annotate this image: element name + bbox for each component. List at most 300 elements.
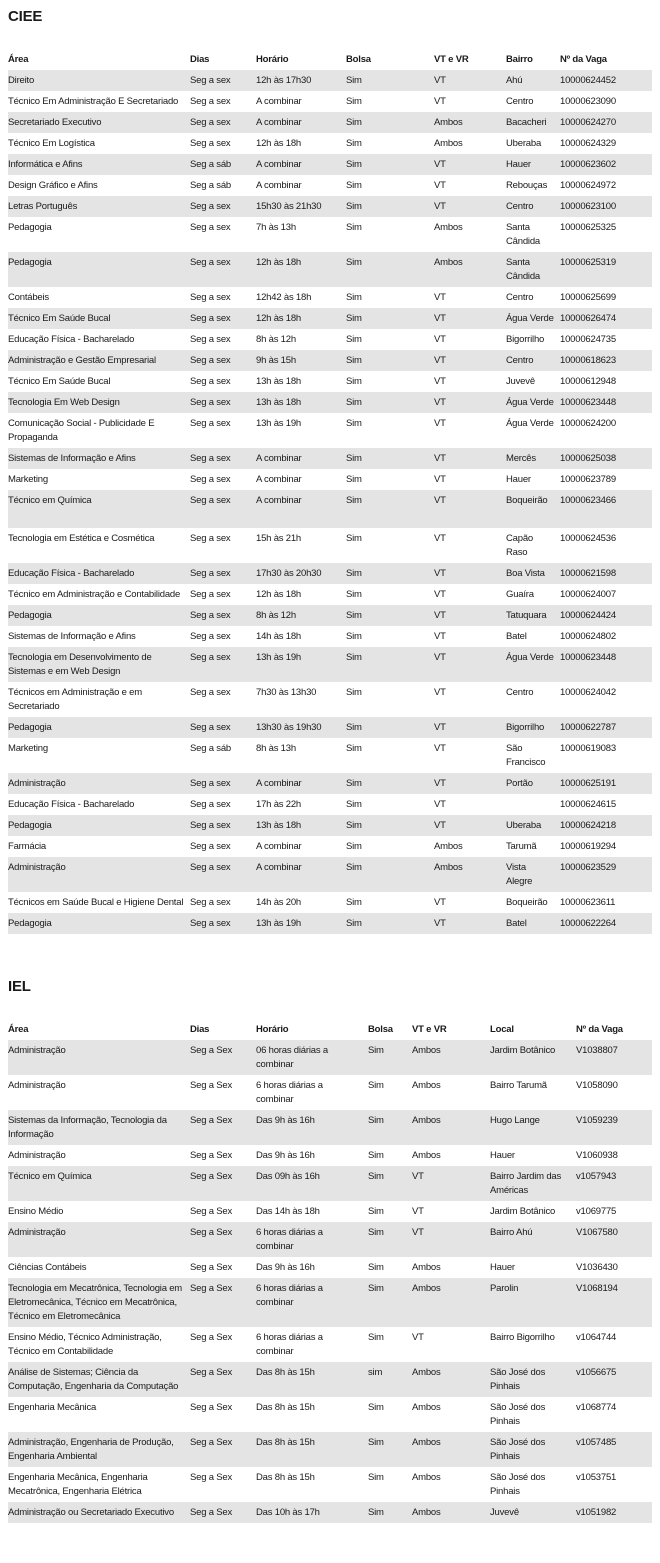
- table-cell: 14h às 20h: [256, 897, 302, 908]
- table-row: [8, 371, 652, 392]
- table-cell: Centro: [506, 292, 534, 303]
- table-cell: Seg a Sex: [190, 1206, 233, 1217]
- table-row: [8, 773, 652, 794]
- table-row: [8, 133, 652, 154]
- table-cell: 13h às 19h: [256, 652, 302, 663]
- table-cell: Bairro Tarumã: [490, 1080, 547, 1091]
- table-cell: São Francisco: [506, 743, 546, 768]
- table-cell: Sim: [346, 589, 362, 600]
- table-cell: Sim: [346, 610, 362, 621]
- table-cell: 12h às 18h: [256, 313, 302, 324]
- table-cell: Centro: [506, 355, 534, 366]
- table-cell: 13h às 19h: [256, 918, 302, 929]
- table-cell: Técnico em Química: [8, 1171, 92, 1182]
- table-cell: 10000623466: [560, 495, 616, 506]
- table-cell: VT: [434, 652, 446, 663]
- table-cell: 12h42 às 18h: [256, 292, 312, 303]
- table-cell: 10000619083: [560, 743, 616, 754]
- table-cell: 10000623090: [560, 96, 616, 107]
- table-cell: VT: [434, 453, 446, 464]
- table-cell: VT: [434, 687, 446, 698]
- iel-section: [8, 978, 652, 1523]
- table-cell: 10000618623: [560, 355, 616, 366]
- table-cell: Pedagogia: [8, 918, 52, 929]
- table-cell: Boqueirão: [506, 897, 548, 908]
- table-cell: VT: [434, 397, 446, 408]
- iel-section-title: IEL: [8, 978, 31, 995]
- table-cell: Hauer: [506, 474, 531, 485]
- table-cell: VT: [434, 778, 446, 789]
- table-cell: Água Verde: [506, 418, 554, 429]
- table-cell: Seg a sex: [190, 292, 231, 303]
- table-cell: Seg a Sex: [190, 1507, 233, 1518]
- table-row: [8, 91, 652, 112]
- table-row: [8, 252, 652, 287]
- table-cell: Bigorrilho: [506, 334, 545, 345]
- table-cell: Sim: [346, 841, 362, 852]
- table-cell: Administração, Engenharia de Produção, Engenharia Ambiental: [8, 1437, 174, 1462]
- table-cell: A combinar: [256, 862, 302, 873]
- table-cell: 10000625038: [560, 453, 616, 464]
- table-cell: Sim: [346, 799, 362, 810]
- table-row: [8, 1502, 652, 1523]
- column-header: VT e VR: [412, 1024, 447, 1035]
- table-cell: Sim: [368, 1206, 384, 1217]
- table-cell: Sim: [346, 292, 362, 303]
- table-cell: 12h às 18h: [256, 257, 302, 268]
- table-row: [8, 308, 652, 329]
- table-cell: Comunicação Social - Publicidade E Propaganda: [8, 418, 155, 443]
- table-cell: 06 horas diárias a combinar: [256, 1045, 328, 1070]
- table-cell: Ambos: [434, 257, 463, 268]
- table-cell: VT: [434, 75, 446, 86]
- table-row: [8, 1362, 652, 1397]
- table-cell: VT: [434, 743, 446, 754]
- table-cell: Seg a sex: [190, 75, 231, 86]
- table-cell: São José dos Pinhais: [490, 1402, 546, 1427]
- table-cell: Sim: [346, 180, 362, 191]
- table-cell: Administração ou Secretariado Executivo: [8, 1507, 174, 1518]
- table-cell: Engenharia Mecânica, Engenharia Mecatrônica, Engenharia Elétrica: [8, 1472, 148, 1497]
- table-cell: Seg a sex: [190, 138, 231, 149]
- table-cell: v1053751: [576, 1472, 617, 1483]
- table-cell: Sistemas de Informação e Afins: [8, 631, 136, 642]
- table-cell: Sim: [346, 743, 362, 754]
- table-cell: Administração e Gestão Empresarial: [8, 355, 156, 366]
- table-cell: Sim: [346, 778, 362, 789]
- table-cell: Uberaba: [506, 820, 542, 831]
- table-cell: Água Verde: [506, 652, 554, 663]
- table-cell: Seg a sex: [190, 376, 231, 387]
- table-cell: Seg a Sex: [190, 1472, 233, 1483]
- table-cell: Água Verde: [506, 313, 554, 324]
- table-cell: Sim: [368, 1115, 384, 1126]
- table-cell: 10000623529: [560, 862, 616, 873]
- table-cell: Sim: [368, 1437, 384, 1448]
- table-row: [8, 1327, 652, 1362]
- table-cell: Sim: [346, 897, 362, 908]
- table-cell: Seg a sex: [190, 257, 231, 268]
- table-cell: Ambos: [434, 862, 463, 873]
- table-cell: Mercês: [506, 453, 536, 464]
- table-cell: Secretariado Executivo: [8, 117, 102, 128]
- table-cell: Jardim Botânico: [490, 1045, 556, 1056]
- table-cell: VT: [412, 1332, 424, 1343]
- table-cell: Sim: [346, 722, 362, 733]
- table-cell: VT: [434, 610, 446, 621]
- table-row: [8, 329, 652, 350]
- table-cell: Sim: [368, 1472, 384, 1483]
- table-cell: [506, 794, 560, 815]
- table-cell: 7h30 às 13h30: [256, 687, 317, 698]
- table-cell: Engenharia Mecânica: [8, 1402, 97, 1413]
- table-cell: Seg a Sex: [190, 1332, 233, 1343]
- table-cell: Seg a Sex: [190, 1115, 233, 1126]
- table-cell: 13h às 19h: [256, 418, 302, 429]
- table-row: [8, 626, 652, 647]
- table-cell: 12h às 18h: [256, 589, 302, 600]
- table-cell: v1056675: [576, 1367, 617, 1378]
- table-cell: Sim: [346, 631, 362, 642]
- table-cell: 10000625699: [560, 292, 616, 303]
- table-row: [8, 682, 652, 717]
- table-cell: 15h30 às 21h30: [256, 201, 322, 212]
- table-cell: Seg a sex: [190, 799, 231, 810]
- table-cell: 10000623448: [560, 652, 616, 663]
- table-row: [8, 717, 652, 738]
- table-cell: Uberaba: [506, 138, 542, 149]
- table-cell: 10000612948: [560, 376, 616, 387]
- table-cell: Sim: [368, 1045, 384, 1056]
- table-cell: Sim: [346, 334, 362, 345]
- table-row: [8, 1397, 652, 1432]
- table-cell: Seg a Sex: [190, 1262, 233, 1273]
- table-cell: 6 horas diárias a combinar: [256, 1283, 323, 1308]
- table-cell: Sim: [346, 652, 362, 663]
- table-cell: V1068194: [576, 1283, 618, 1294]
- table-cell: 10000625191: [560, 778, 616, 789]
- table-cell: VT: [434, 313, 446, 324]
- table-cell: 9h às 15h: [256, 355, 296, 366]
- table-cell: Sistemas da Informação, Tecnologia da Informação: [8, 1115, 167, 1140]
- column-header: Bolsa: [368, 1024, 393, 1035]
- iel-vacancies-table: [8, 1021, 652, 1523]
- table-cell: Seg a sáb: [190, 159, 231, 170]
- table-cell: Sim: [368, 1080, 384, 1091]
- table-row: [8, 490, 652, 528]
- table-cell: Sim: [346, 201, 362, 212]
- table-cell: Santa Cândida: [506, 257, 540, 282]
- table-cell: Técnicos em Saúde Bucal e Higiene Dental: [8, 897, 184, 908]
- table-cell: 12h às 18h: [256, 138, 302, 149]
- table-cell: Seg a sex: [190, 631, 231, 642]
- table-cell: Seg a Sex: [190, 1045, 233, 1056]
- ciee-vacancies-table: [8, 51, 652, 934]
- table-cell: Seg a Sex: [190, 1402, 233, 1413]
- table-cell: 10000625325: [560, 222, 616, 233]
- table-cell: V1058090: [576, 1080, 618, 1091]
- table-cell: Técnico em Química: [8, 495, 92, 506]
- table-cell: Portão: [506, 778, 533, 789]
- table-row: [8, 448, 652, 469]
- iel-table-header: [8, 1021, 652, 1040]
- column-header: Nº da Vaga: [576, 1024, 623, 1035]
- table-cell: v1057485: [576, 1437, 617, 1448]
- table-cell: Sim: [346, 397, 362, 408]
- table-cell: Tecnologia Em Web Design: [8, 397, 120, 408]
- table-row: [8, 1040, 652, 1075]
- table-cell: VT: [434, 631, 446, 642]
- table-cell: v1068774: [576, 1402, 617, 1413]
- table-cell: A combinar: [256, 495, 302, 506]
- table-cell: 6 horas diárias a combinar: [256, 1332, 323, 1357]
- table-cell: 10000623789: [560, 474, 616, 485]
- table-cell: 10000623100: [560, 201, 616, 212]
- table-cell: Seg a sex: [190, 533, 231, 544]
- table-cell: Marketing: [8, 743, 48, 754]
- table-cell: VT: [434, 418, 446, 429]
- table-cell: 10000624972: [560, 180, 616, 191]
- table-cell: A combinar: [256, 159, 302, 170]
- table-cell: Seg a sex: [190, 474, 231, 485]
- ciee-section-title: CIEE: [8, 8, 43, 25]
- table-cell: Sim: [368, 1507, 384, 1518]
- table-cell: Hauer: [490, 1150, 515, 1161]
- table-cell: 8h às 13h: [256, 743, 296, 754]
- table-row: [8, 350, 652, 371]
- table-cell: Ambos: [412, 1080, 441, 1091]
- table-cell: Tatuquara: [506, 610, 547, 621]
- table-cell: Administração: [8, 1080, 66, 1091]
- table-cell: v1069775: [576, 1206, 617, 1217]
- table-cell: Sim: [346, 918, 362, 929]
- table-cell: Farmácia: [8, 841, 46, 852]
- table-cell: VT: [412, 1227, 424, 1238]
- table-cell: Das 9h às 16h: [256, 1115, 315, 1126]
- table-cell: Sim: [368, 1262, 384, 1273]
- table-cell: VT: [434, 474, 446, 485]
- table-row: [8, 70, 652, 91]
- table-cell: VT: [434, 334, 446, 345]
- column-header: Bairro: [506, 54, 533, 65]
- table-cell: Seg a sex: [190, 897, 231, 908]
- table-cell: A combinar: [256, 117, 302, 128]
- table-cell: Educação Física - Bacharelado: [8, 568, 135, 579]
- table-cell: Seg a sex: [190, 652, 231, 663]
- table-cell: Sim: [346, 453, 362, 464]
- table-row: [8, 175, 652, 196]
- table-cell: Boqueirão: [506, 495, 548, 506]
- table-cell: 10000619294: [560, 841, 616, 852]
- table-cell: Bairro Jardim das Américas: [490, 1171, 562, 1196]
- table-cell: Sim: [368, 1332, 384, 1343]
- table-cell: VT: [412, 1206, 424, 1217]
- table-cell: Seg a sex: [190, 397, 231, 408]
- table-cell: Ambos: [412, 1402, 441, 1413]
- table-cell: v1057943: [576, 1171, 617, 1182]
- table-cell: 10000623611: [560, 897, 616, 908]
- table-cell: Análise de Sistemas; Ciência da Computação, Engenharia da Computação: [8, 1367, 179, 1392]
- table-cell: Sim: [346, 495, 362, 506]
- table-cell: Batel: [506, 918, 527, 929]
- table-row: [8, 1278, 652, 1327]
- table-row: [8, 413, 652, 448]
- table-cell: VT: [434, 180, 446, 191]
- table-cell: 10000622264: [560, 918, 616, 929]
- table-cell: Design Gráfico e Afins: [8, 180, 98, 191]
- table-cell: Ambos: [412, 1283, 441, 1294]
- table-cell: 17h30 às 20h30: [256, 568, 322, 579]
- table-cell: Das 8h às 15h: [256, 1367, 315, 1378]
- table-cell: VT: [434, 355, 446, 366]
- table-cell: Administração: [8, 1150, 66, 1161]
- table-cell: Seg a sex: [190, 313, 231, 324]
- table-cell: Seg a Sex: [190, 1367, 233, 1378]
- table-cell: 10000625319: [560, 257, 616, 268]
- table-cell: Juvevê: [490, 1507, 519, 1518]
- table-cell: Seg a sex: [190, 453, 231, 464]
- table-cell: V1036430: [576, 1262, 618, 1273]
- table-cell: Das 8h às 15h: [256, 1402, 315, 1413]
- table-cell: Letras Português: [8, 201, 78, 212]
- table-cell: Seg a Sex: [190, 1437, 233, 1448]
- table-row: [8, 836, 652, 857]
- table-cell: 10000621598: [560, 568, 616, 579]
- table-cell: Sim: [346, 75, 362, 86]
- table-cell: A combinar: [256, 96, 302, 107]
- table-cell: VT: [434, 96, 446, 107]
- table-cell: 8h às 12h: [256, 334, 296, 345]
- table-cell: Seg a sex: [190, 96, 231, 107]
- table-cell: Técnico Em Administração E Secretariado: [8, 96, 179, 107]
- ciee-table-header: [8, 51, 652, 70]
- table-cell: Ambos: [412, 1045, 441, 1056]
- table-cell: Seg a sex: [190, 687, 231, 698]
- table-cell: V1060938: [576, 1150, 618, 1161]
- table-cell: 10000622787: [560, 722, 616, 733]
- table-cell: Seg a sex: [190, 918, 231, 929]
- table-cell: Ensino Médio, Técnico Administração, Técnico em Contabilidade: [8, 1332, 162, 1357]
- table-cell: VT: [434, 589, 446, 600]
- table-cell: VT: [434, 820, 446, 831]
- table-cell: Parolin: [490, 1283, 519, 1294]
- table-cell: Guaíra: [506, 589, 534, 600]
- table-cell: 7h às 13h: [256, 222, 296, 233]
- table-cell: V1067580: [576, 1227, 618, 1238]
- table-cell: 13h30 às 19h30: [256, 722, 322, 733]
- ciee-table-body: [8, 70, 652, 934]
- table-cell: Hugo Lange: [490, 1115, 540, 1126]
- table-cell: Das 10h às 17h: [256, 1507, 320, 1518]
- column-header: Nº da Vaga: [560, 54, 607, 65]
- table-cell: VT: [434, 799, 446, 810]
- table-cell: 13h às 18h: [256, 397, 302, 408]
- table-row: [8, 469, 652, 490]
- table-cell: Administração: [8, 1227, 66, 1238]
- table-cell: Ambos: [412, 1150, 441, 1161]
- table-cell: Pedagogia: [8, 610, 52, 621]
- table-cell: Capão Raso: [506, 533, 533, 558]
- table-cell: Sim: [346, 313, 362, 324]
- table-cell: Batel: [506, 631, 527, 642]
- table-cell: Água Verde: [506, 397, 554, 408]
- table-cell: 13h às 18h: [256, 376, 302, 387]
- table-cell: Tecnologia em Desenvolvimento de Sistemas e em Web Design: [8, 652, 152, 677]
- table-cell: Vista Alegre: [506, 862, 533, 887]
- table-cell: São José dos Pinhais: [490, 1437, 546, 1462]
- table-cell: Seg a sex: [190, 201, 231, 212]
- table-cell: 10000624735: [560, 334, 616, 345]
- table-cell: Ambos: [412, 1507, 441, 1518]
- table-cell: Seg a Sex: [190, 1150, 233, 1161]
- table-cell: Ahú: [506, 75, 523, 86]
- column-header: Bolsa: [346, 54, 371, 65]
- table-cell: Seg a sex: [190, 495, 231, 506]
- table-row: [8, 1145, 652, 1166]
- table-cell: Rebouças: [506, 180, 548, 191]
- table-cell: 6 horas diárias a combinar: [256, 1227, 323, 1252]
- table-cell: Bairro Bigorrilho: [490, 1332, 555, 1343]
- table-cell: Sim: [346, 568, 362, 579]
- table-cell: Sim: [368, 1402, 384, 1413]
- table-cell: Pedagogia: [8, 257, 52, 268]
- table-cell: 10000626474: [560, 313, 616, 324]
- table-cell: Centro: [506, 96, 534, 107]
- table-cell: Sim: [368, 1171, 384, 1182]
- table-cell: Seg a sex: [190, 418, 231, 429]
- table-cell: 8h às 12h: [256, 610, 296, 621]
- table-cell: VT: [434, 918, 446, 929]
- table-row: [8, 647, 652, 682]
- column-header: Dias: [190, 1024, 210, 1035]
- table-cell: Ambos: [434, 117, 463, 128]
- table-cell: A combinar: [256, 453, 302, 464]
- table-cell: Ambos: [434, 222, 463, 233]
- table-cell: 6 horas diárias a combinar: [256, 1080, 323, 1105]
- table-cell: Pedagogia: [8, 722, 52, 733]
- table-cell: v1051982: [576, 1507, 617, 1518]
- table-cell: Sim: [346, 687, 362, 698]
- table-cell: Sim: [346, 862, 362, 873]
- table-cell: Administração: [8, 778, 66, 789]
- table-cell: 10000624200: [560, 418, 616, 429]
- table-cell: Pedagogia: [8, 820, 52, 831]
- table-cell: Sistemas de Informação e Afins: [8, 453, 136, 464]
- table-cell: 15h às 21h: [256, 533, 302, 544]
- table-cell: Ciências Contábeis: [8, 1262, 87, 1273]
- table-cell: Informática e Afins: [8, 159, 83, 170]
- table-cell: 13h às 18h: [256, 820, 302, 831]
- table-row: [8, 584, 652, 605]
- column-header: Área: [8, 1024, 29, 1035]
- table-row: [8, 1222, 652, 1257]
- table-cell: VT: [434, 292, 446, 303]
- column-header: Área: [8, 54, 29, 65]
- table-cell: Ambos: [412, 1437, 441, 1448]
- table-cell: Seg a Sex: [190, 1171, 233, 1182]
- table-row: [8, 892, 652, 913]
- table-cell: Sim: [346, 159, 362, 170]
- table-row: [8, 563, 652, 584]
- table-row: [8, 1432, 652, 1467]
- table-cell: Seg a sex: [190, 117, 231, 128]
- table-cell: Ambos: [412, 1367, 441, 1378]
- table-cell: Seg a Sex: [190, 1227, 233, 1238]
- column-header: Local: [490, 1024, 514, 1035]
- table-row: [8, 217, 652, 252]
- table-cell: 10000624329: [560, 138, 616, 149]
- table-cell: Sim: [346, 355, 362, 366]
